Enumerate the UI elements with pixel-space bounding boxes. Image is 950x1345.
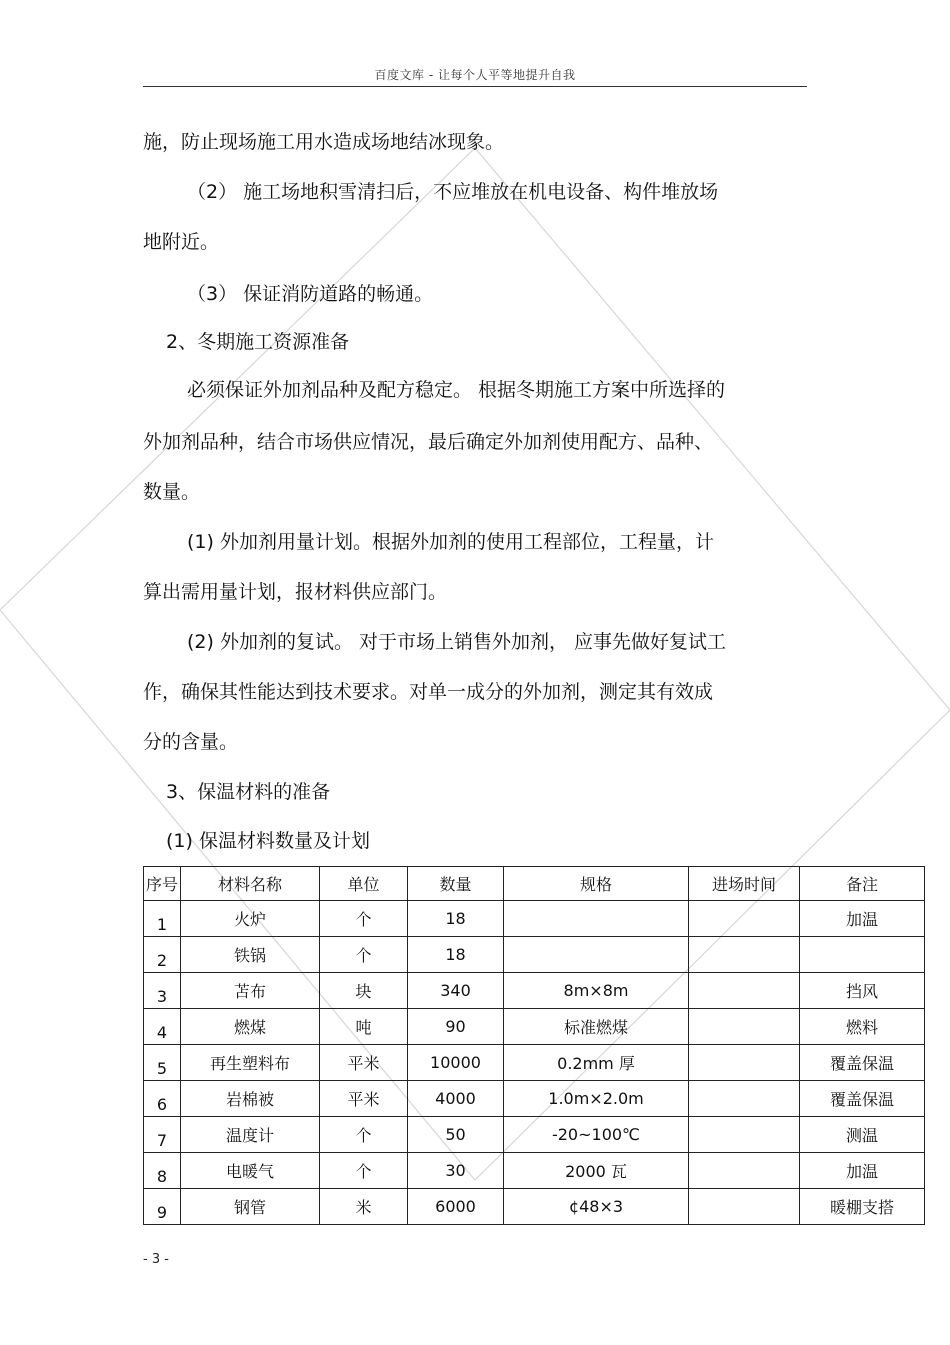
table-cell: 钢管 [181,1189,320,1225]
section-heading: 2、冬期施工资源准备 [166,331,350,353]
table-row [144,1117,925,1153]
table-cell: 10000 [408,1045,504,1081]
table-cell: 4 [144,1009,181,1045]
table-cell: 7 [144,1117,181,1153]
paragraph-line: (1) 外加剂用量计划。根据外加剂的使用工程部位，工程量，计 [187,531,714,553]
table-cell: 标准燃煤 [504,1009,689,1045]
table-cell: 3 [144,973,181,1009]
materials-table [143,866,925,1225]
paragraph-line: 作，确保其性能达到技术要求。对单一成分的外加剂，测定其有效成 [143,681,714,703]
column-header: 数量 [408,867,504,901]
table-cell [689,1081,800,1117]
table-cell: 加温 [800,901,925,937]
table-cell [800,937,925,973]
table-cell: 电暖气 [181,1153,320,1189]
table-row [144,973,925,1009]
paragraph-line: 数量。 [143,481,201,503]
table-cell: 340 [408,973,504,1009]
table-cell: 个 [320,901,408,937]
paragraph-line: (2) 外加剂的复试。 对于市场上销售外加剂， 应事先做好复试工 [187,631,727,653]
table-cell: 苫布 [181,973,320,1009]
table-cell: 块 [320,973,408,1009]
table-cell [504,937,689,973]
table-cell: 吨 [320,1009,408,1045]
header-divider [143,86,807,87]
table-cell: 暖棚支搭 [800,1189,925,1225]
column-header: 规格 [504,867,689,901]
table-cell: 再生塑料布 [181,1045,320,1081]
table-cell: 18 [408,901,504,937]
table-cell: 8 [144,1153,181,1189]
paragraph-line: 分的含量。 [143,731,239,753]
table-row [144,1081,925,1117]
table-row [144,937,925,973]
table-row [144,1045,925,1081]
paragraph-line: 必须保证外加剂品种及配方稳定。 根据冬期施工方案中所选择的 [187,379,726,401]
paragraph-line: （3） 保证消防道路的畅通。 [187,283,434,305]
table-cell [689,901,800,937]
table-cell [689,1045,800,1081]
table-cell: 30 [408,1153,504,1189]
column-header: 进场时间 [689,867,800,901]
table-cell: 1 [144,901,181,937]
table-cell: 2000 瓦 [504,1153,689,1189]
table-row [144,901,925,937]
table-cell: 50 [408,1117,504,1153]
page-number: - 3 - [143,1252,169,1267]
table-caption: (1) 保温材料数量及计划 [166,830,370,852]
table-cell: 铁锅 [181,937,320,973]
table-cell: 岩棉被 [181,1081,320,1117]
table-cell: 覆盖保温 [800,1081,925,1117]
table-cell: 1.0m×2.0m [504,1081,689,1117]
table-cell: 18 [408,937,504,973]
table-cell: -20~100℃ [504,1117,689,1153]
page-header: 百度文库 - 让每个人平等地提升自我 [374,68,576,82]
table-cell: 个 [320,1117,408,1153]
table-cell: 覆盖保温 [800,1045,925,1081]
column-header: 单位 [320,867,408,901]
table-cell [689,1117,800,1153]
table-cell: 燃煤 [181,1009,320,1045]
table-cell: 4000 [408,1081,504,1117]
table-row [144,1009,925,1045]
table-cell [689,973,800,1009]
table-cell: 燃料 [800,1009,925,1045]
table-cell: 火炉 [181,901,320,937]
table-cell [689,1009,800,1045]
table-cell: 9 [144,1189,181,1225]
table-cell [689,1189,800,1225]
column-header: 序号 [144,867,181,901]
table-cell: 2 [144,937,181,973]
table-cell: 测温 [800,1117,925,1153]
section-heading: 3、保温材料的准备 [166,781,331,803]
table-cell: 平米 [320,1045,408,1081]
table-cell: 加温 [800,1153,925,1189]
table-cell: 6000 [408,1189,504,1225]
table-cell: 6 [144,1081,181,1117]
table-cell: 温度计 [181,1117,320,1153]
paragraph-line: 外加剂品种，结合市场供应情况，最后确定外加剂使用配方、品种、 [143,431,714,453]
table-cell: 0.2mm 厚 [504,1045,689,1081]
table-row [144,1189,925,1225]
column-header: 备注 [800,867,925,901]
table-cell [504,901,689,937]
paragraph-line: （2） 施工场地积雪清扫后，不应堆放在机电设备、构件堆放场 [187,181,719,203]
paragraph-line: 算出需用量计划，报材料供应部门。 [143,581,448,603]
paragraph-line: 施，防止现场施工用水造成场地结冰现象。 [143,131,505,153]
table-cell: ¢48×3 [504,1189,689,1225]
table-cell: 8m×8m [504,973,689,1009]
table-cell: 平米 [320,1081,408,1117]
table-cell: 90 [408,1009,504,1045]
table-cell: 个 [320,1153,408,1189]
table-cell: 个 [320,937,408,973]
table-row [144,1153,925,1189]
table-cell: 挡风 [800,973,925,1009]
table-cell: 5 [144,1045,181,1081]
table-header-row [144,867,925,901]
table-cell [689,1153,800,1189]
column-header: 材料名称 [181,867,320,901]
table-cell [689,937,800,973]
paragraph-line: 地附近。 [143,231,220,253]
table-cell: 米 [320,1189,408,1225]
